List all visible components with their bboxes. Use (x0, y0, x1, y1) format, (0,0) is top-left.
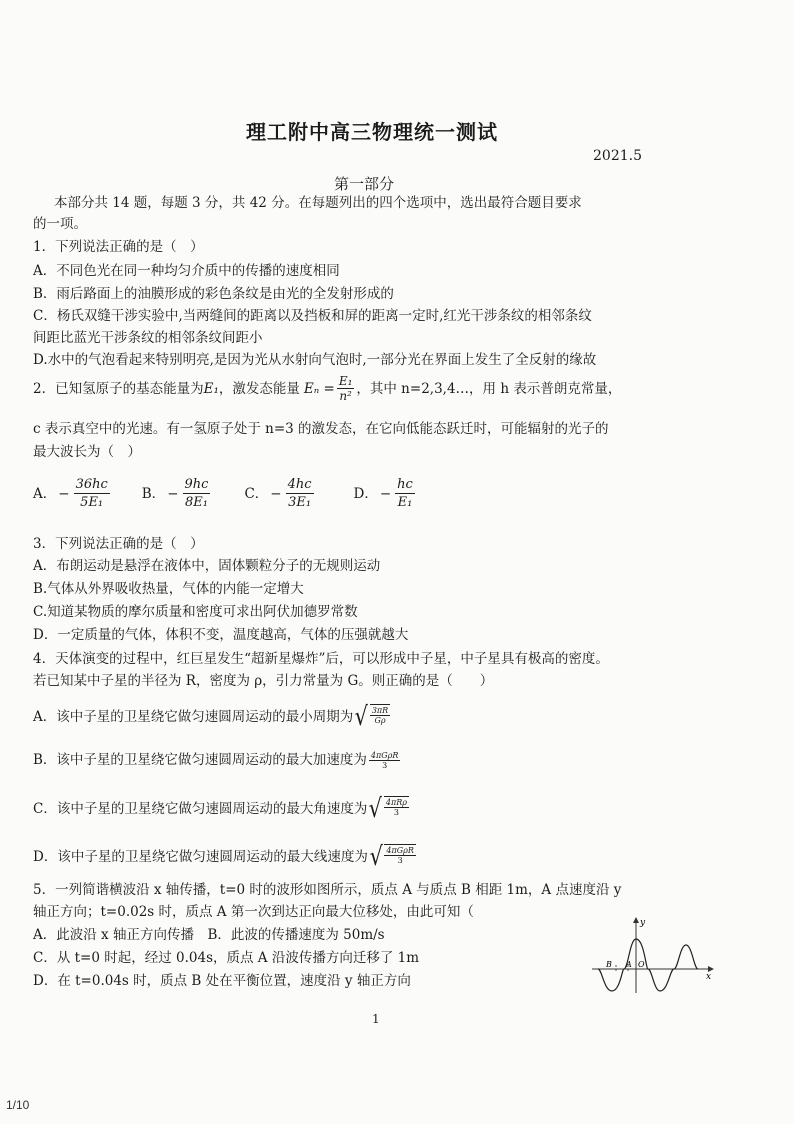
q2-option-c-denominator: 3E₁ (288, 495, 312, 510)
point-b-label: B (606, 960, 612, 969)
q4-option-d-fraction (384, 844, 415, 870)
q4-option-c-text: C．该中子星的卫星绕它做匀速圆周运动的最大角速度为 (33, 801, 368, 817)
q3-option-d: D．一定质量的气体，体积不变，温度越高，气体的压强就越大 (33, 627, 409, 643)
q4-option-b-text: B．该中子星的卫星绕它做匀速圆周运动的最大加速度为 (33, 752, 367, 768)
q5-stem-line-2: 轴正方向；t=0.02s 时，质点 A 第一次到达正向最大位移处，由此可知（ (33, 904, 474, 920)
q2-option-c-minus: − (270, 485, 282, 502)
q2-en: Eₙ = (303, 380, 335, 397)
point-a-label: A (626, 960, 632, 969)
q3-option-a: A．布朗运动是悬浮在液体中，固体颗粒分子的无规则运动 (33, 558, 381, 574)
y-axis-label: y (640, 918, 646, 928)
wave-curve (598, 939, 698, 991)
q4-option-d-text: D．该中子星的卫星绕它做匀速圆周运动的最大线速度为 (33, 849, 368, 865)
q4-option-c-denominator: 3 (393, 808, 399, 817)
exam-title: 理工附中高三物理统一测试 (246, 120, 498, 144)
q4-option-d-numerator: 4πGρR (386, 846, 414, 855)
q4-option-a-sqrt (353, 704, 392, 730)
q1-option-c-line-1: C．杨氏双缝干涉实验中,当两缝间的距离以及挡板和屏的距离一定时,红光干涉条纹的相邻条纹 (33, 308, 592, 324)
q1-option-d: D.水中的气泡看起来特别明亮,是因为光从水射向气泡时,一部分光在界面上发生了全反射的缘故 (33, 352, 597, 368)
q2-option-b (142, 476, 213, 511)
q2-option-c-numerator: 4hc (287, 477, 312, 492)
q1-option-c-line-2: 间距比蓝光干涉条纹的相邻条纹间距小 (33, 330, 263, 346)
q2-option-c-label: C． (244, 485, 269, 502)
q2-option-a-fraction (74, 476, 110, 511)
intro-line-1: 本部分共 14 题，每题 3 分，共 42 分。在每题列出的四个选项中，选出最符合题目要求 (54, 195, 582, 211)
q5-option-ab: A．此波沿 x 轴正方向传播 B．此波的传播速度为 50m/s (33, 927, 385, 943)
radical-sign-icon: √ (354, 702, 369, 732)
q2-option-b-numerator: 9hc (184, 477, 209, 492)
q2-en-denominator: n² (339, 389, 352, 403)
x-axis-label: x (706, 972, 712, 982)
q3-stem: 3．下列说法正确的是（ ） (33, 536, 204, 552)
q3-option-b: B.气体从外界吸收热量，气体的内能一定增大 (33, 581, 304, 597)
q4-option-b-fraction (369, 751, 400, 770)
q1-option-b: B．雨后路面上的油膜形成的彩色条纹是由光的全发射形成的 (33, 286, 394, 302)
q4-option-d-denominator: 3 (397, 856, 403, 865)
q1-stem: 1．下列说法正确的是（ ） (33, 239, 204, 255)
q2-option-b-fraction (183, 476, 211, 511)
q4-option-c-sqrt (367, 796, 411, 822)
q4-option-b-denominator: 3 (382, 760, 388, 770)
q4-option-a-denominator: Gρ (374, 716, 386, 725)
q2-option-a-minus: − (58, 485, 70, 502)
q2-option-a-label: A． (33, 485, 57, 502)
q4-option-b-numerator: 4πGρR (370, 750, 399, 760)
origin-label: O (638, 960, 645, 969)
q4-option-a (33, 704, 392, 730)
q4-option-b (33, 750, 402, 770)
q2-option-d (354, 476, 417, 511)
q2-stem-line-1 (33, 374, 621, 403)
q2-option-c-fraction (286, 476, 314, 511)
section-heading: 第一部分 (334, 175, 395, 193)
q1-option-a: A．不同色光在同一种均匀介质中的传播的速度相同 (33, 263, 340, 279)
radical-sign-icon: √ (369, 794, 383, 824)
page-number: 1 (372, 1012, 380, 1026)
q2-stem-part-a: 2．已知氢原子的基态能量为 (33, 380, 204, 397)
q2-stem-part-c: ，其中 n=2,3,4…，用 h 表示普朗克常量， (356, 380, 622, 397)
viewer-page-indicator: 1/10 (6, 1098, 30, 1112)
q5-option-d: D．在 t=0.04s 时，质点 B 处在平衡位置，速度沿 y 轴正方向 (33, 973, 411, 989)
q4-option-c-fraction (384, 796, 409, 822)
radical-sign-icon: √ (369, 842, 383, 872)
q2-option-b-label: B． (141, 485, 166, 502)
q2-option-a-denominator: 5E₁ (80, 495, 104, 510)
q2-option-a (33, 476, 112, 511)
y-axis-arrow-icon (633, 917, 639, 923)
q2-options (33, 476, 451, 511)
q4-option-a-text: A．该中子星的卫星绕它做匀速圆周运动的最小周期为 (33, 709, 354, 725)
q2-e1: E₁ (203, 380, 219, 397)
q2-option-b-denominator: 8E₁ (184, 495, 208, 510)
exam-date: 2021.5 (593, 148, 642, 164)
q2-en-fraction (337, 374, 355, 403)
q2-option-d-denominator: E₁ (397, 495, 413, 510)
q2-stem-line-3: 最大波长为（ ） (33, 444, 141, 460)
q2-option-a-numerator: 36hc (75, 477, 108, 492)
q2-stem-line-2: c 表示真空中的光速。有一氢原子处于 n=3 的激发态，在它向低能态跃迁时，可能辐射的光子的 (33, 421, 609, 437)
q4-option-a-fraction (370, 704, 390, 730)
q2-stem-part-b: ，激发态能量 (218, 380, 300, 397)
q4-option-d-sqrt (368, 844, 418, 870)
q2-option-c (244, 476, 315, 511)
q4-option-c-numerator: 4πRρ (385, 798, 407, 807)
q2-option-d-fraction (395, 476, 415, 511)
intro-line-2: 的一项。 (33, 216, 87, 232)
q5-stem-line-1: 5．一列简谐横波沿 x 轴传播，t=0 时的波形如图所示，质点 A 与质点 B 相距 1m，A 点速度沿 y (33, 882, 622, 898)
q2-option-b-minus: − (167, 485, 179, 502)
q4-option-c (33, 796, 411, 822)
q2-option-d-numerator: hc (397, 477, 413, 492)
q4-option-d (33, 844, 418, 870)
q2-option-d-label: D． (353, 485, 378, 502)
wave-graph (588, 915, 718, 995)
q4-stem-line-1: 4．天体演变的过程中，红巨星发生“超新星爆炸”后，可以形成中子星，中子星具有极高的密度。 (33, 651, 609, 667)
q4-option-a-numerator: 3πR (371, 706, 389, 715)
q5-option-c: C．从 t=0 时起，经过 0.04s，质点 A 沿波传播方向迁移了 1m (33, 950, 420, 966)
q2-en-numerator: E₁ (338, 374, 353, 388)
q3-option-c: C.知道某物质的摩尔质量和密度可求出阿伏加德罗常数 (33, 604, 358, 620)
q2-option-d-minus: − (379, 485, 392, 502)
q4-stem-line-2: 若已知某中子星的半径为 R，密度为 ρ，引力常量为 G。则正确的是（ ） (33, 673, 494, 689)
